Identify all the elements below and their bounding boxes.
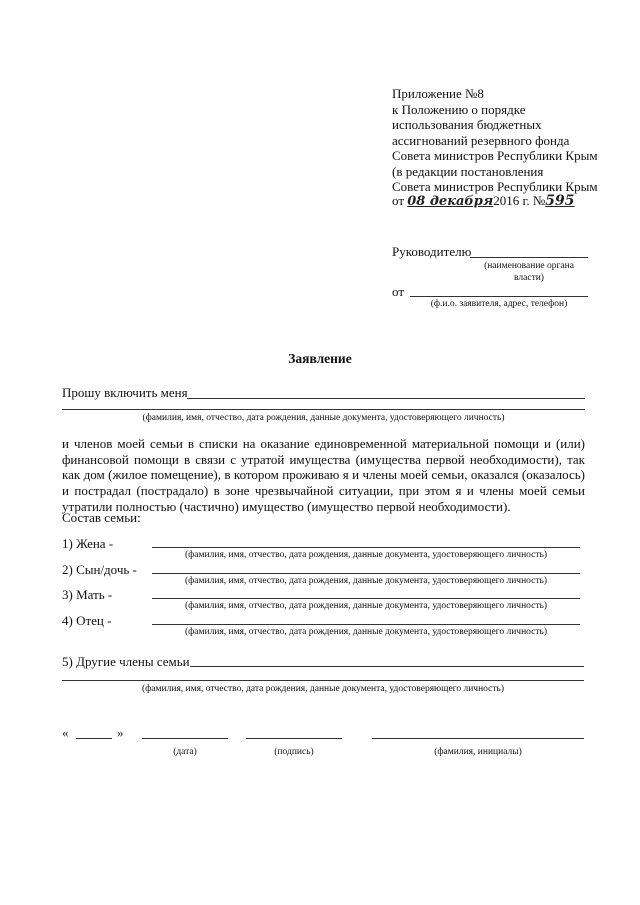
day-field[interactable] bbox=[76, 738, 112, 739]
org-hint-2: власти) bbox=[514, 273, 544, 283]
family-member-field[interactable] bbox=[152, 573, 580, 574]
family-member-label: 1) Жена - bbox=[62, 536, 114, 551]
applicant-hint: (ф.и.о. заявителя, адрес, телефон) bbox=[430, 299, 568, 309]
appendix-line: использования бюджетных bbox=[392, 117, 542, 132]
body-paragraph: и членов моей семьи в списки на оказание единовременной материальной помощи и (или) финансовой помощи в связи с утратой имущества (имущества первой необходимости), так как дом (жилое помещение), в котором проживаю я и члены моей семьи, оказался (оказалось) и пострадал (пострадало) в зоне чрезвычайной ситуации, при этом я и члены моей семьи утратили полностью (частично) имущество (имущество первой необходимости). bbox=[62, 436, 585, 514]
appendix-line: ассигнований резервного фонда bbox=[392, 132, 570, 148]
date-prefix: от bbox=[392, 193, 405, 208]
quote-open: « bbox=[62, 725, 69, 740]
family-member-label: 3) Мать - bbox=[62, 587, 113, 602]
date-field[interactable] bbox=[142, 738, 228, 739]
name-label: (фамилия, инициалы) bbox=[434, 747, 522, 757]
appendix-line: Приложение №8 bbox=[392, 86, 484, 101]
org-hint-1: (наименование органа bbox=[484, 261, 574, 271]
appendix-block bbox=[392, 86, 627, 195]
applicant-field-line[interactable] bbox=[410, 296, 588, 297]
request-label: Прошу включить меня bbox=[62, 385, 188, 400]
to-label: Руководителю bbox=[392, 244, 472, 259]
org-field-line[interactable] bbox=[470, 257, 588, 258]
family-member-hint: (фамилия, имя, отчество, дата рождения, данные документа, удостоверяющего личность) bbox=[184, 576, 548, 586]
appendix-line: Совета министров Республики Крым bbox=[392, 148, 598, 163]
handwritten-number: 595 bbox=[545, 193, 575, 209]
year-text: 2016 г. № bbox=[493, 193, 546, 208]
other-members-hint: (фамилия, имя, отчество, дата рождения, данные документа, удостоверяющего личность) bbox=[141, 684, 505, 694]
appendix-line: (в редакции постановления bbox=[392, 163, 544, 179]
family-member-hint: (фамилия, имя, отчество, дата рождения, данные документа, удостоверяющего личность) bbox=[184, 627, 548, 637]
request-field-line[interactable] bbox=[187, 398, 585, 399]
name-field[interactable] bbox=[372, 738, 584, 739]
family-member-hint: (фамилия, имя, отчество, дата рождения, данные документа, удостоверяющего личность) bbox=[184, 601, 548, 611]
signature-label: (подпись) bbox=[274, 747, 314, 757]
request-hint: (фамилия, имя, отчество, дата рождения, данные документа, удостоверяющего личность) bbox=[142, 413, 505, 423]
other-members-label: 5) Другие члены семьи bbox=[62, 654, 190, 669]
family-member-label: 2) Сын/дочь - bbox=[62, 562, 137, 577]
quote-close: » bbox=[117, 725, 124, 740]
page-title: Заявление bbox=[288, 351, 352, 366]
handwritten-date: 08 декабря bbox=[407, 194, 494, 209]
from-label: от bbox=[392, 284, 405, 299]
appendix-line: Совета министров Республики Крым bbox=[392, 179, 598, 194]
other-members-field-2[interactable] bbox=[62, 680, 584, 681]
appendix-date-line bbox=[392, 193, 627, 210]
signature-field[interactable] bbox=[246, 738, 342, 739]
family-member-field[interactable] bbox=[152, 598, 580, 599]
family-member-field[interactable] bbox=[152, 624, 580, 625]
appendix-line: к Положению о порядке bbox=[392, 101, 526, 117]
family-member-hint: (фамилия, имя, отчество, дата рождения, данные документа, удостоверяющего личность) bbox=[184, 550, 548, 560]
family-heading: Состав семьи: bbox=[62, 510, 141, 525]
request-field-line-2[interactable] bbox=[62, 409, 585, 410]
date-label: (дата) bbox=[173, 747, 197, 757]
family-member-field[interactable] bbox=[152, 547, 580, 548]
other-members-field[interactable] bbox=[190, 666, 584, 667]
family-member-label: 4) Отец - bbox=[62, 613, 112, 628]
